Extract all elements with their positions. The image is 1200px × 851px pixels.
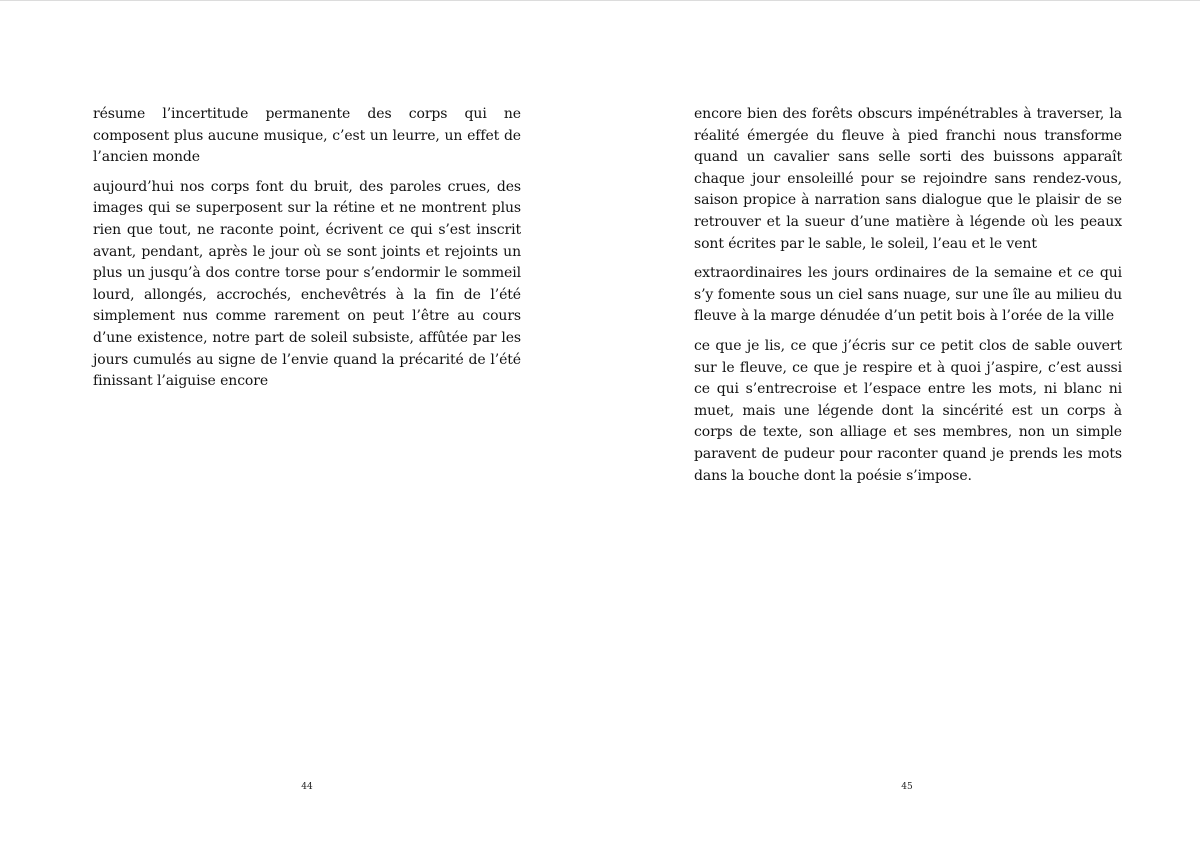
right-page-text bbox=[694, 104, 1122, 495]
paragraph: encore bien des forêts obscurs impénétrables à traverser, la réalité émergée du fleuve à pied franchi nous transforme quand un cavalier sans selle sorti des buissons apparaît chaque jour ensoleillé pour se rejoindre sans rendez-vous, saison propice à narration sans dialogue que le plaisir de se retrouver et la sueur d’une matière à légende où les peaux sont écrites par le sable, le soleil, l’eau et le vent bbox=[694, 106, 1122, 252]
right-page bbox=[600, 0, 1200, 851]
paragraph: résume l’incertitude permanente des corps qui ne composent plus aucune musique, c’est un leurre, un effet de l’ancien monde bbox=[93, 106, 521, 166]
page-number-left: 44 bbox=[301, 782, 313, 792]
left-page-text bbox=[93, 104, 521, 401]
page-number-right: 45 bbox=[901, 782, 913, 792]
paragraph: aujourd’hui nos corps font du bruit, des paroles crues, des images qui se superposent sur la rétine et ne montrent plus rien que tout, ne raconte point, écrivent ce qui s’est inscrit avant, pendant, après le jour où se sont joints et rejoints un plus un jusqu’à dos contre torse pour s’endormir le sommeil lourd, allongés, accrochés, enchevêtrés à la fin de l’été simplement nus comme rarement on peut l’être au cours d’une existence, notre part de soleil subsiste, affûtée par les jours cumulés au signe de l’envie quand la précarité de l’été finissant l’aiguise encore bbox=[93, 178, 521, 390]
paragraph: extraordinaires les jours ordinaires de la semaine et ce qui s’y fomente sous un ciel sans nuage, sur une île au milieu du fleuve à la marge dénudée d’un petit bois à l’orée de la ville bbox=[694, 265, 1122, 325]
paragraph: ce que je lis, ce que j’écris sur ce petit clos de sable ouvert sur le fleuve, ce que je respire et à quoi j’aspire, c’est aussi ce qui s’entrecroise et l’espace entre les mots, ni blanc ni muet, mais une légende dont la sincérité est un corps à corps de texte, son alliage et ses membres, non un simple paravent de pudeur pour raconter quand je prends les mots dans la bouche dont la poésie s’impose. bbox=[694, 337, 1122, 484]
